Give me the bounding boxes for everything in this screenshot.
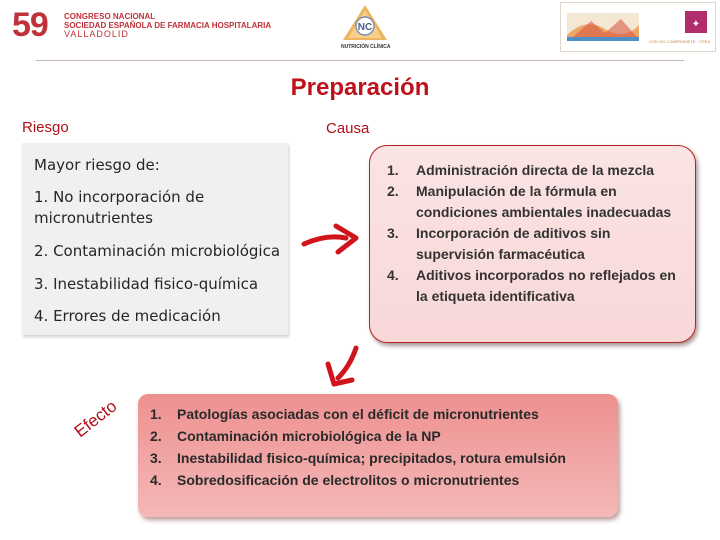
header (0, 0, 720, 58)
effect-number: 1. (150, 406, 162, 422)
cause-number: 4. (387, 267, 399, 283)
cause-item (387, 223, 687, 265)
nc-logo-text: NC (357, 22, 373, 33)
congress-line1: CONGRESO NACIONAL (64, 12, 156, 21)
effect-text: Contaminación microbiológica de la NP (177, 428, 441, 444)
congress-number: 59 (12, 6, 48, 44)
congress-line2: SOCIEDAD ESPAÑOLA DE FARMACIA HOSPITALARIA (64, 21, 272, 30)
cause-item (387, 265, 687, 307)
riesgo-label: Riesgo (22, 119, 69, 136)
cause-text: Administración directa de la mezcla (416, 162, 655, 178)
cause-number: 1. (387, 162, 399, 178)
risk-item: 4. Errores de medicación (34, 307, 221, 325)
congress-city: VALLADOLID (64, 29, 129, 39)
cause-number: 2. (387, 183, 399, 199)
page-title: Preparación (290, 74, 430, 101)
cause-item (387, 160, 687, 181)
risk-box (22, 143, 288, 335)
effect-number: 4. (150, 472, 162, 488)
effect-item (150, 403, 610, 425)
effect-text: Sobredosificación de electrolitos o micronutrientes (177, 472, 520, 488)
risk-item: 1. No incorporación de micronutrientes (34, 188, 205, 227)
risk-intro: Mayor riesgo de: (34, 156, 160, 174)
risk-item: 2. Contaminación microbiológica (34, 242, 281, 260)
risk-item: 3. Inestabilidad fisico-química (34, 275, 259, 293)
partner-logo (560, 2, 716, 52)
header-divider (36, 60, 684, 61)
effect-number: 2. (150, 428, 162, 444)
partner-caption: CON OG COMPROMETE · CREA (649, 39, 711, 44)
nc-caption: NUTRICIÓN CLÍNICA (341, 44, 391, 50)
effect-text: Inestabilidad fisico-química; precipitados, rotura emulsión (177, 450, 566, 466)
effect-text: Patologías asociadas con el déficit de micronutrientes (177, 406, 539, 422)
efecto-label-text: Efecto (70, 396, 121, 442)
causes-box (369, 145, 696, 343)
causa-label: Causa (326, 120, 370, 137)
svg-text:✦: ✦ (691, 19, 701, 30)
effect-number: 3. (150, 450, 162, 466)
effects-box (138, 394, 618, 517)
effect-item (150, 447, 610, 469)
arrow-right-icon (300, 216, 364, 262)
cause-text: Manipulación de la fórmula en condiciones ambientales inadecuadas (416, 183, 672, 220)
cause-number: 3. (387, 225, 399, 241)
congress-title (64, 12, 271, 39)
effect-item (150, 425, 610, 447)
effects-list (150, 403, 610, 491)
efecto-label (70, 382, 142, 442)
cause-text: Incorporación de aditivos sin supervisión farmacéutica (416, 225, 611, 262)
arrow-down-icon (322, 344, 366, 390)
causes-list (387, 160, 687, 307)
cause-item (387, 181, 687, 223)
effect-item (150, 469, 610, 491)
cause-text: Aditivos incorporados no reflejados en la etiqueta identificativa (416, 267, 676, 304)
